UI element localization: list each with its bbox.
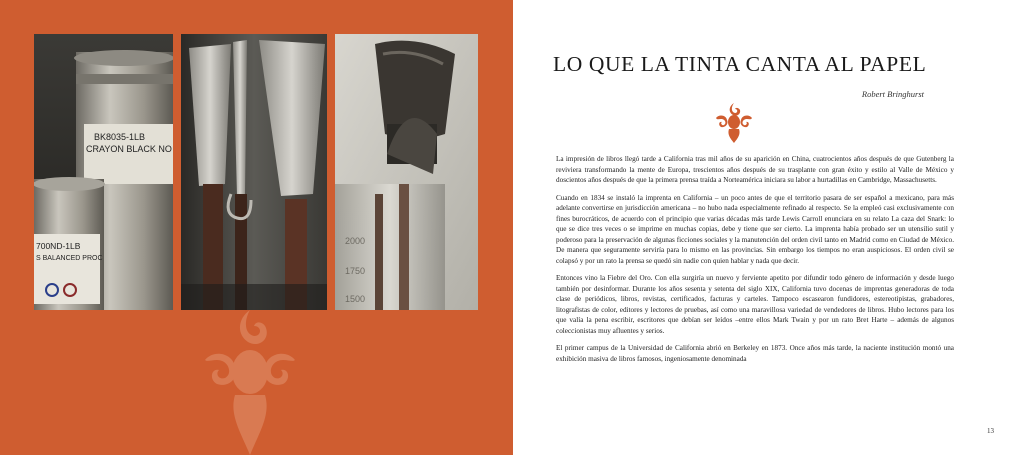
article-title: LO QUE LA TINTA CANTA AL PAPEL [553,52,927,76]
can-label-top-1: BK8035-1LB [94,132,146,142]
glass-mark-1500: 1500 [345,294,366,304]
article-body [556,154,954,371]
paragraph-3: Entonces vino la Fiebre del Oro. Con ella surgiría un nuevo y ferviente apetito por difundir todo género de información y desde luego también por desinformar. Durante los años sesenta y setenta del siglo XIX, California tuvo docenas de imprentas generadoras de toda clase de periódicos, libros, revistas, certificados, facturas y carteles. Tampoco escasearon fundidores, estereotipistas, grabadores, litografistas de color, editores y lectores de pruebas, así como una maravillosa variedad de vendedores de libros. Hubo lectores para los que valía la pena escribir, escritores que debían ser leídos –entre ellos Mark Twain y por un rato Bret Harte – además de algunos coleccionistas muy afluentes y serios. [556,274,954,335]
ornament-small-icon [712,100,756,144]
can-label-bottom-1: 700ND-1LB [36,241,81,251]
ornament-large-icon [185,300,315,455]
photo-ink-cans [34,34,173,310]
right-page [513,0,1024,455]
can-label-top-2: CRAYON BLACK NO [86,144,172,154]
article-author: Robert Bringhurst [861,89,924,99]
glass-mark-2000: 2000 [345,236,366,246]
paragraph-1: La impresión de libros llegó tarde a California tras mil años de su aparición en China, cuatrocientos años después de que Gutenberg la reviviera transformando la mente de Europa, trescientos años después de su trasplante con gran éxito y estilo al Valle de México y doscientos años después de que la primera prensa traída a Norteamérica iniciara su labor a hurtadillas en Cambridge, Massachusetts. [556,155,954,184]
glass-mark-1750: 1750 [345,266,366,276]
paragraph-4: El primer campus de la Universidad de California abrió en Berkeley en 1873. Once años más tarde, la naciente institución montó una exhibición masiva de libros famosos, ingeniosamente denominada [556,344,954,363]
photo-brushes-jar [335,34,478,310]
photo-palette-knives [181,34,327,310]
page-number: 13 [987,427,994,435]
paragraph-2: Cuando en 1834 se instaló la imprenta en California – un poco antes de que el territorio pasara de ser español a mexicano, para más adelante convertirse en jurisdicción americana – no hubo nada especialmente refinado al respecto. Se la empleó casi exclusivamente con fines burocráticos, de acuerdo con el principio que varias décadas más tarde Lewis Carroll enunciara en su relato La caza del Snark: lo que se dice tres veces o se imprime en muchas copias, debe y tiene que ser cierto. La imprenta había probado ser un utensilio sutil y poderoso para la preservación de algunas ficciones sociales y la manutención del orden civil tanto en Madrid como en Ciudad de México. De manera que seguramente serviría para lo mismo en las provincias. Sin embargo los tiempos no eran auspiciosos. El orden civil se colapsó y por un rato la prensa se quedó sin nadie con quien hablar y nada que decir. [556,193,954,265]
can-label-bottom-2: S BALANCED PROC [36,255,103,262]
